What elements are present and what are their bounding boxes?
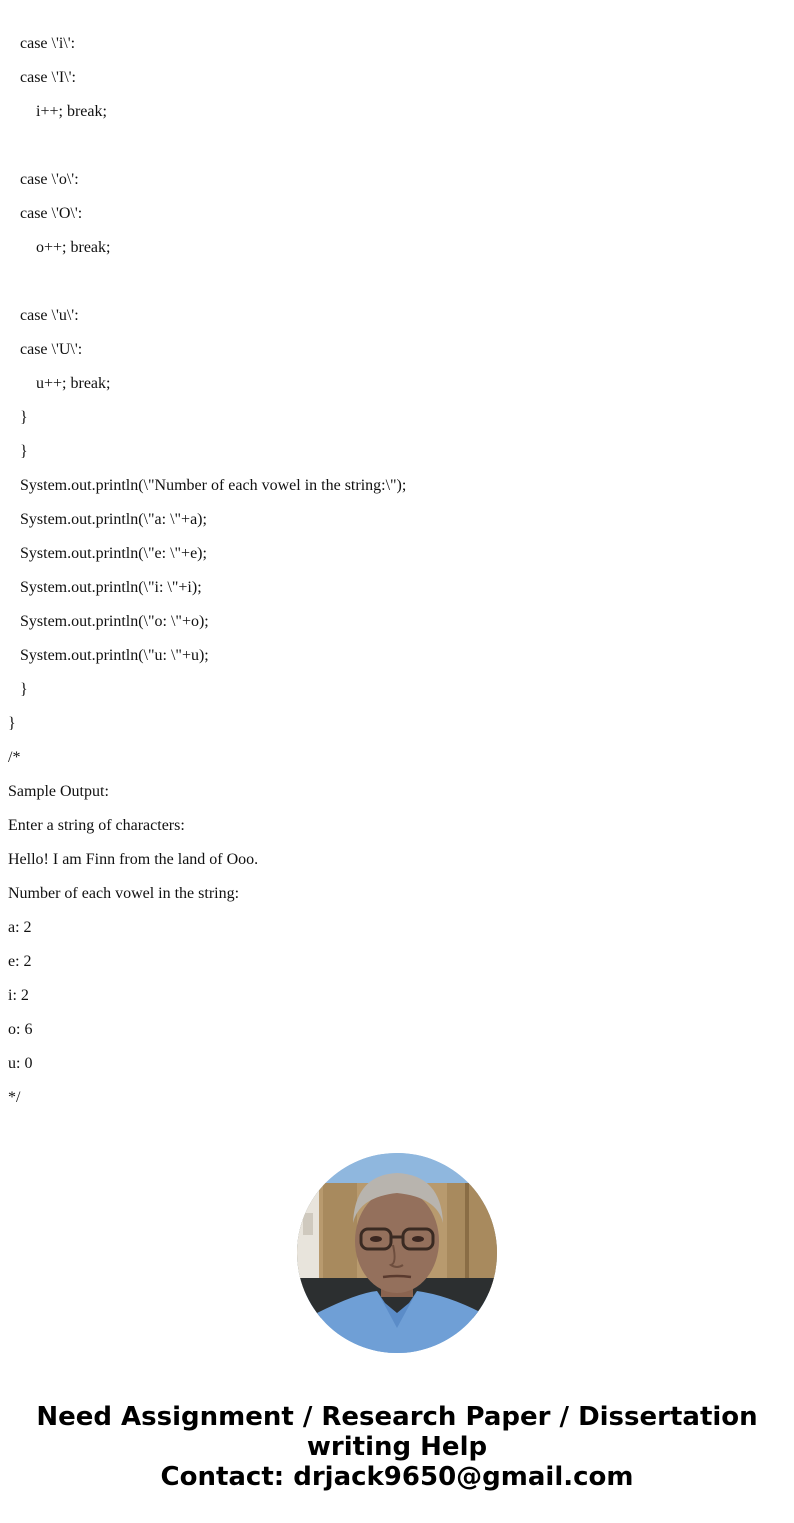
code-line: Enter a string of characters: — [8, 817, 185, 834]
code-line: } — [8, 715, 16, 732]
person-portrait-icon — [297, 1153, 497, 1353]
promo-line-2: writing Help — [306, 1432, 488, 1462]
code-line: System.out.println(\"a: \"+a); — [20, 511, 207, 528]
code-line: o: 6 — [8, 1021, 33, 1038]
promo-line-1: Need Assignment / Research Paper / Dissertation — [36, 1402, 758, 1432]
code-line: case \'o\': — [20, 171, 79, 188]
code-line: case \'O\': — [20, 205, 83, 222]
code-line: e: 2 — [8, 953, 32, 970]
code-line: System.out.println(\"i: \"+i); — [20, 579, 202, 596]
code-line: case \'i\': — [20, 35, 76, 52]
promo-contact: Contact: drjack9650@gmail.com — [160, 1462, 634, 1492]
code-line: } — [20, 681, 28, 698]
promo-banner — [0, 1402, 794, 1492]
code-line: } — [20, 409, 28, 426]
code-line: System.out.println(\"Number of each vowel in the string:\"); — [20, 477, 407, 494]
code-line: Sample Output: — [8, 783, 109, 800]
code-line: u: 0 — [8, 1055, 33, 1072]
code-line: a: 2 — [8, 919, 32, 936]
code-line: Hello! I am Finn from the land of Ooo. — [8, 851, 259, 868]
code-line: i++; break; — [36, 103, 107, 120]
code-line: case \'u\': — [20, 307, 79, 324]
code-line: */ — [8, 1089, 21, 1106]
code-line: System.out.println(\"o: \"+o); — [20, 613, 209, 630]
code-line: System.out.println(\"u: \"+u); — [20, 647, 209, 664]
code-line: System.out.println(\"e: \"+e); — [20, 545, 207, 562]
code-line: o++; break; — [36, 239, 111, 256]
code-line: } — [20, 443, 28, 460]
code-line: case \'I\': — [20, 69, 76, 86]
code-line: /* — [8, 749, 21, 766]
code-line: i: 2 — [8, 987, 29, 1004]
code-line: case \'U\': — [20, 341, 83, 358]
author-portrait — [297, 1153, 497, 1353]
code-line: u++; break; — [36, 375, 111, 392]
code-line: Number of each vowel in the string: — [8, 885, 240, 902]
